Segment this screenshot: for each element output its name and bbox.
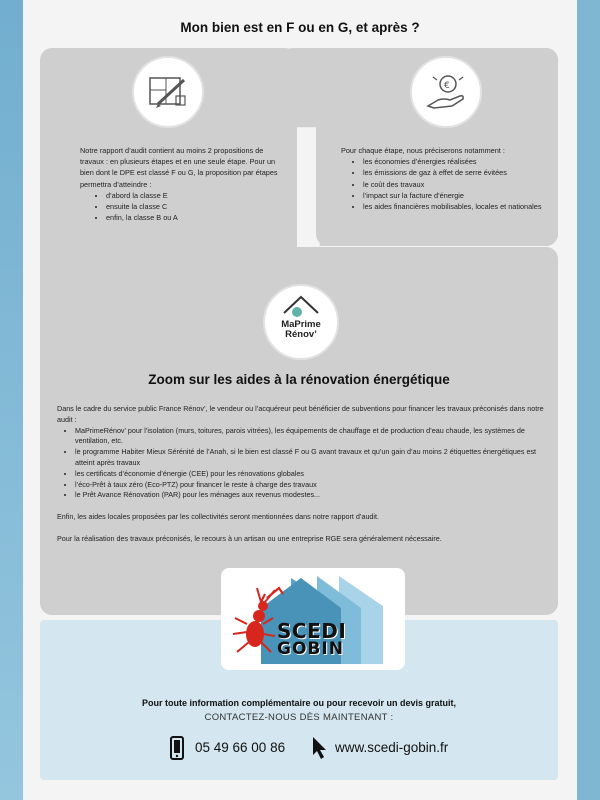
scedi-gobin-logo xyxy=(221,568,405,670)
blueprint-pencil-icon xyxy=(132,56,204,128)
list-item: • l’éco-Prêt à taux zéro (Eco-PTZ) pour financer le reste à charge des travaux xyxy=(75,480,545,491)
stage-list xyxy=(341,156,553,212)
class-list xyxy=(80,190,285,224)
logo-text-line2: Rénov’ xyxy=(285,329,317,340)
stage-intro: Pour chaque étape, nous préciserons notamment : xyxy=(341,146,505,155)
stage-text xyxy=(341,145,553,212)
maprimerenov-logo xyxy=(263,284,339,360)
audit-text xyxy=(80,145,285,223)
list-item: • les certificats d’économie d’énergie (CEE) pour les rénovations globales xyxy=(75,469,545,480)
list-item: • d’abord la classe E xyxy=(106,190,285,201)
contact-info: Pour toute information complémentaire ou pour recevoir un devis gratuit, xyxy=(141,698,457,708)
aids-local-paragraph: Enfin, les aides locales proposées par les collectivités seront mentionnées dans notre rapport d’audit. xyxy=(57,512,380,522)
aids-rge-paragraph: Pour la réalisation des travaux préconisés, le recours à un artisan ou une entreprise RGE sera généralement nécessaire. xyxy=(57,533,442,543)
list-item: • les aides financières mobilisables, locales et nationales xyxy=(363,201,553,212)
audit-proposals-panel xyxy=(40,48,297,271)
logo-text-line1: MaPrime xyxy=(281,319,321,330)
list-item: • les économies d’énergies réalisées xyxy=(363,156,553,167)
list-item: • les émissions de gaz à effet de serre évitées xyxy=(363,167,553,178)
svg-text:€: € xyxy=(444,81,450,91)
aids-panel xyxy=(40,247,558,615)
logo-gobin: GOBIN xyxy=(277,639,344,659)
contact-cta: CONTACTEZ-NOUS DÈS MAINTENANT : xyxy=(204,712,394,723)
flyer-page xyxy=(23,0,577,800)
list-item: • MaPrimeRénov’ pour l’isolation (murs, toitures, parois vitrées), les équipements de chauffage et de production d’eau chaude, les systèmes de ventilation, etc. xyxy=(75,426,545,448)
stage-details-panel xyxy=(316,48,558,246)
aids-intro: Dans le cadre du service public France Rénov’, le vendeur ou l’acquéreur peut bénéficier de subventions pour financer les travaux préconisés dans notre audit : xyxy=(57,404,544,424)
list-item: • enfin, la classe B ou A xyxy=(106,212,285,223)
list-item: • ensuite la classe C xyxy=(106,201,285,212)
list-item: • le Prêt Avance Rénovation (PAR) pour les ménages aux revenus modestes... xyxy=(75,490,545,501)
phone-link[interactable]: 05 49 66 00 86 xyxy=(195,740,286,755)
list-item: • le programme Habiter Mieux Sérénité de l’Anah, si le bien est classé F ou G avant travaux et qu’un gain d’au moins 2 étiquettes énergétiques est atteint après travaux xyxy=(75,447,545,469)
hand-energy-icon xyxy=(410,56,482,128)
aids-text xyxy=(57,404,545,545)
page-title: Mon bien est en F ou en G, et après ? xyxy=(180,20,420,35)
website-link[interactable]: www.scedi-gobin.fr xyxy=(335,740,449,755)
list-item: • l’impact sur la facture d’énergie xyxy=(363,190,553,201)
contact-line xyxy=(40,736,558,762)
aids-title: Zoom sur les aides à la rénovation énergétique xyxy=(148,372,450,387)
audit-intro: Notre rapport d’audit contient au moins 2 propositions de travaux : en plusieurs étapes et en une seule étape. Pour un bien dont le DPE est classé F ou G, la proposition par étapes permettra d’atteindre : xyxy=(80,146,278,189)
list-item: • le coût des travaux xyxy=(363,179,553,190)
logo-scedi: SCEDI xyxy=(277,619,347,643)
cursor-icon xyxy=(312,736,328,763)
smartphone-icon xyxy=(170,736,184,763)
aids-list xyxy=(57,426,545,502)
